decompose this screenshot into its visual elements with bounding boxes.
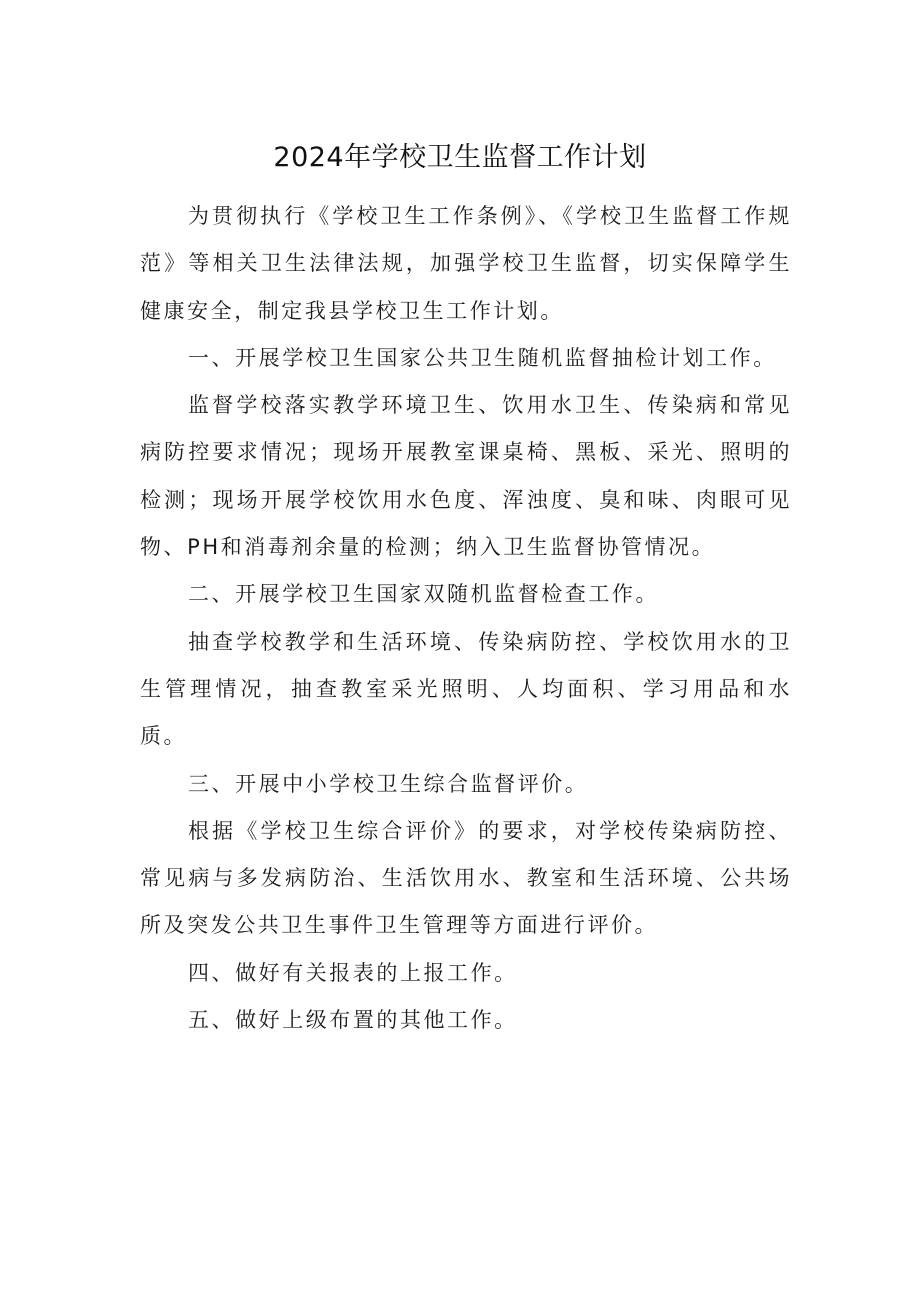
section-heading-5: 五、做好上级布置的其他工作。 xyxy=(188,1008,518,1033)
paragraph-section-3: 根据《学校卫生综合评价》的要求，对学校传染病防控、常见病与多发病防治、生活饮用水、教室和生活环境、公共场所及突发公共卫生事件卫生管理等方面进行评价。 xyxy=(140,818,792,938)
paragraph-section-1: 监督学校落实教学环境卫生、饮用水卫生、传染病和常见病防控要求情况；现场开展教室课桌椅、黑板、采光、照明的检测；现场开展学校饮用水色度、浑浊度、臭和味、肉眼可见物、PH和消毒剂余量的检测；纳入卫生监督协管情况。 xyxy=(140,393,792,560)
section-heading-2: 二、开展学校卫生国家双随机监督检查工作。 xyxy=(188,582,659,607)
paragraph-section-2: 抽查学校教学和生活环境、传染病防控、学校饮用水的卫生管理情况，抽查教室采光照明、人均面积、学习用品和水质。 xyxy=(140,629,792,749)
document-title: 2024年学校卫生监督工作计划 xyxy=(273,142,647,173)
paragraph-intro: 为贯彻执行《学校卫生工作条例》、《学校卫生监督工作规范》等相关卫生法律法规，加强学校卫生监督，切实保障学生健康安全，制定我县学校卫生工作计划。 xyxy=(140,204,792,323)
document-body xyxy=(140,193,792,1044)
section-heading-1: 一、开展学校卫生国家公共卫生随机监督抽检计划工作。 xyxy=(188,345,777,370)
section-heading-3: 三、开展中小学校卫生综合监督评价。 xyxy=(188,771,589,796)
section-heading-4: 四、做好有关报表的上报工作。 xyxy=(188,960,518,985)
